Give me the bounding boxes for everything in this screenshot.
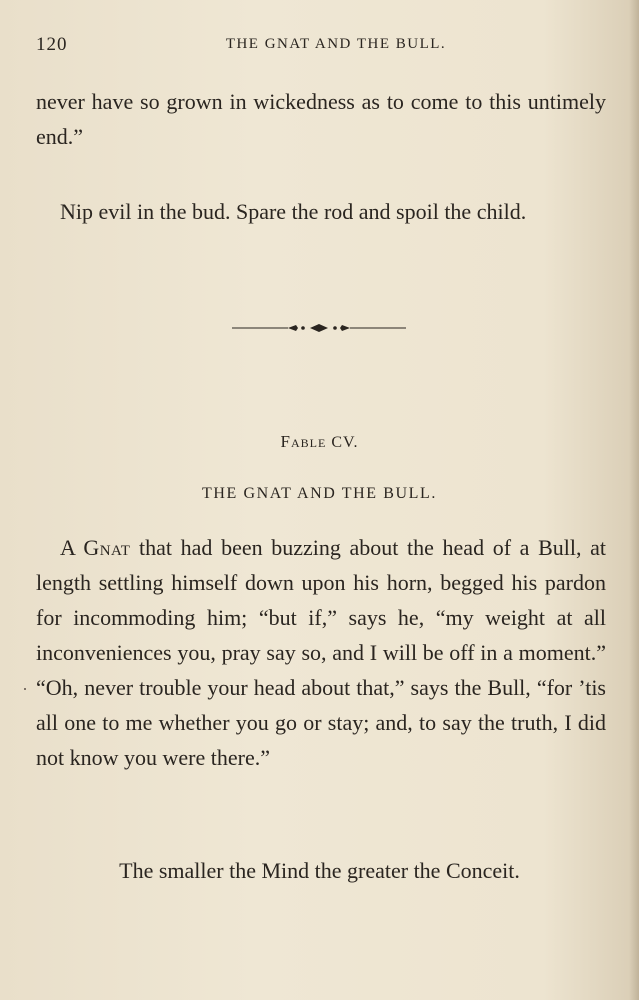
running-head xyxy=(36,34,606,58)
fable-number xyxy=(0,432,639,452)
previous-fable-ending xyxy=(36,84,606,154)
ink-speck xyxy=(24,688,26,690)
fable-opening-word: Gnat xyxy=(83,535,131,560)
fable-title: THE GNAT AND THE BULL. xyxy=(201,485,438,502)
fable-paragraph xyxy=(36,530,606,775)
page-number: 120 xyxy=(36,34,68,55)
fable-opening-article: A xyxy=(60,535,75,560)
fable-number-value: CV. xyxy=(331,434,359,451)
running-title: THE GNAT AND THE BULL. xyxy=(225,36,447,52)
fable-body-text: that had been buzzing about the head of a Bull, at length settling himself down upon his horn, begged his pardon for incommoding him; “but if,” says he, “my weight at all inconveniences you, pray say so, and I will be off in a moment.” “Oh, never trouble your head about that,” says the Bull, “for ’tis all one to me whether you go or stay; and, to say the truth, I did not know you were there.” xyxy=(36,535,606,770)
previous-fable-moral xyxy=(36,194,606,229)
fable-moral: The smaller the Mind the greater the Conceit. xyxy=(119,858,520,883)
fable-body xyxy=(36,530,606,775)
ornamental-rule-icon xyxy=(232,320,406,336)
fable-number-label: Fable xyxy=(280,432,327,451)
previous-moral-text: Nip evil in the bud. Spare the rod and spoil the child. xyxy=(60,199,527,224)
previous-fable-closing-text: never have so grown in wickedness as to come to this untimely end.” xyxy=(36,89,606,149)
